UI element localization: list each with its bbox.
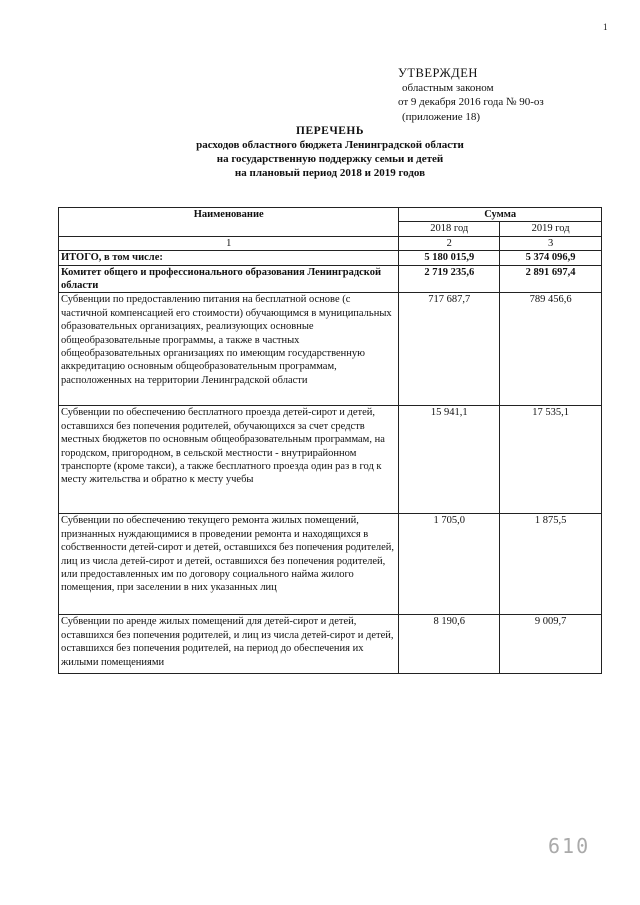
col-number-1: 1 — [59, 236, 399, 250]
total-label: ИТОГО, в том числе: — [59, 251, 399, 265]
title-line-3: на плановый период 2018 и 2019 годов — [234, 167, 426, 179]
row-value-2019: 9 009,7 — [500, 615, 602, 674]
row-value-2019: 1 875,5 — [500, 514, 602, 615]
col-number-3: 3 — [500, 236, 602, 250]
column-number-row — [59, 236, 602, 250]
row-value-2018: 15 941,1 — [399, 406, 500, 514]
row-name: Субвенции по обеспечению текущего ремонта жилых помещений, признанных нуждающимися в проведении ремонта и находящихся в собственности детей-сирот и детей, оставшихся без попечения родителей, лиц из числа детей-сирот и детей, оставшихся без попечения родителей, или предоставленных им по договору социального найма жилого помещения, при заселении в них указанных лиц — [59, 514, 399, 615]
header-name: Наименование — [59, 208, 399, 237]
total-2018: 5 180 015,9 — [399, 251, 500, 265]
table-row — [59, 293, 602, 406]
committee-label: Комитет общего и профессионального образования Ленинградской области — [59, 265, 399, 293]
col-number-2: 2 — [399, 236, 500, 250]
total-2019: 5 374 096,9 — [500, 251, 602, 265]
table-row — [59, 514, 602, 615]
approval-appendix: (приложение 18) — [402, 110, 481, 123]
header-sum: Сумма — [399, 208, 602, 222]
approval-title: УТВЕРЖДЕН — [398, 66, 478, 80]
expenses-table — [58, 207, 602, 674]
sheet-number-stamp: 610 — [548, 834, 591, 858]
committee-row — [59, 265, 602, 293]
table-row — [59, 406, 602, 514]
row-value-2019: 789 456,6 — [500, 293, 602, 406]
row-value-2019: 17 535,1 — [500, 406, 602, 514]
table-header-row — [59, 208, 602, 222]
row-value-2018: 1 705,0 — [399, 514, 500, 615]
title-line-1: расходов областного бюджета Ленинградской области — [196, 139, 464, 151]
title-heading: ПЕРЕЧЕНЬ — [296, 125, 364, 137]
header-year-2019: 2019 год — [500, 222, 602, 236]
total-row — [59, 251, 602, 265]
approval-law: областным законом — [402, 81, 494, 94]
approval-date: от 9 декабря 2016 года № 90-оз — [398, 96, 544, 108]
header-year-2018: 2018 год — [399, 222, 500, 236]
page-number: 1 — [603, 22, 608, 32]
table-row — [59, 615, 602, 674]
row-value-2018: 8 190,6 — [399, 615, 500, 674]
row-name: Субвенции по предоставлению питания на бесплатной основе (с частичной компенсацией его стоимости) обучающимся в муниципальных образовательных организациях, реализующих основные общеобразовательные программы, а также в частных общеобразовательных организациях по имеющим государственную аккредитацию основным общеобразовательным программам, расположенных на территории Ленинградской области — [59, 293, 399, 406]
committee-2018: 2 719 235,6 — [399, 265, 500, 293]
document-title — [100, 124, 560, 180]
row-name: Субвенции по аренде жилых помещений для детей-сирот и детей, оставшихся без попечения родителей, и лиц из числа детей-сирот и детей, оставшихся без попечения родителей, на период до обеспечения их жилыми помещениями — [59, 615, 399, 674]
committee-2019: 2 891 697,4 — [500, 265, 602, 293]
title-line-2: на государственную поддержку семьи и детей — [216, 153, 444, 165]
approval-stamp — [398, 66, 544, 124]
row-value-2018: 717 687,7 — [399, 293, 500, 406]
row-name: Субвенции по обеспечению бесплатного проезда детей-сирот и детей, оставшихся без попечения родителей, обучающихся за счет средств местных бюджетов по основным общеобразовательным программам, на городском, пригородном, в сельской местности - внутрирайонном транспорте (кроме такси), а также бесплатного проезда один раз в год к месту жительства и обратно к месту учебы — [59, 406, 399, 514]
